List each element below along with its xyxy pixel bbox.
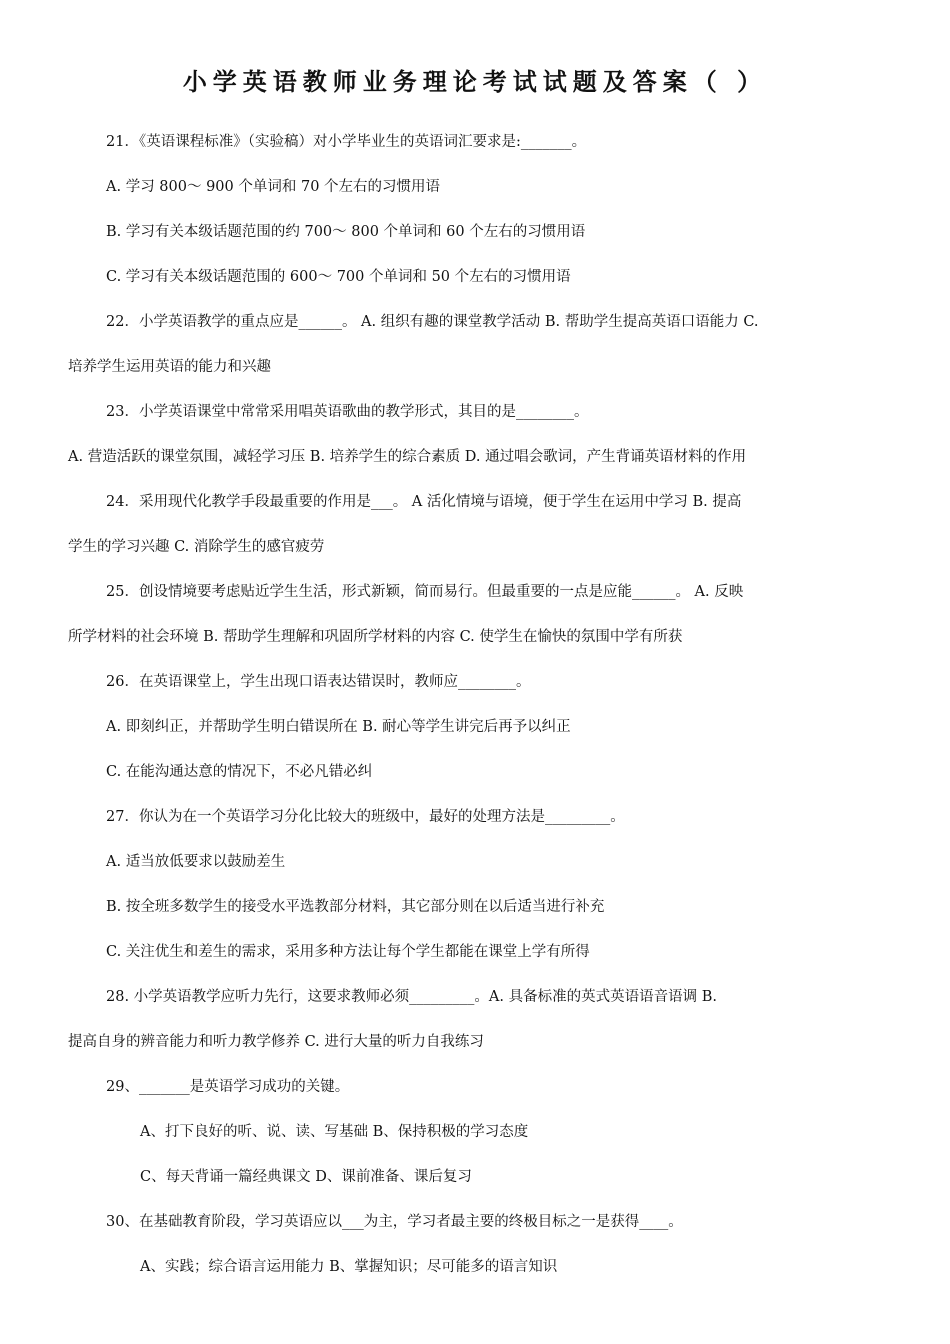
page-title: 小学英语教师业务理论考试试题及答案（ ）: [182, 68, 768, 96]
option-21-b: B. 学习有关本级话题范围的约 700～ 800 个单词和 60 个左右的习惯用语: [106, 224, 586, 240]
question-21: 21．《英语课程标准》（实验稿）对小学毕业生的英语词汇要求是:_______。: [106, 134, 587, 150]
question-26: 26．在英语课堂上，学生出现口语表达错误时，教师应________。: [106, 674, 531, 690]
question-22-continued: 培养学生运用英语的能力和兴趣: [68, 359, 271, 375]
question-24-continued: 学生的学习兴趣 C. 消除学生的感官疲劳: [68, 539, 325, 555]
options-30-ab: A、实践；综合语言运用能力 B、掌握知识；尽可能多的语言知识: [140, 1259, 558, 1275]
option-21-a: A. 学习 800～ 900 个单词和 70 个左右的习惯用语: [106, 179, 441, 195]
question-28-continued: 提高自身的辨音能力和听力教学修养 C. 进行大量的听力自我练习: [68, 1034, 484, 1050]
question-24: 24．采用现代化教学手段最重要的作用是___。 A 活化情境与语境，便于学生在运用中学习 B. 提高: [106, 494, 742, 510]
question-23: 23．小学英语课堂中常常采用唱英语歌曲的教学形式，其目的是________。: [106, 404, 589, 420]
question-30: 30、在基础教育阶段，学习英语应以___为主，学习者最主要的终极目标之一是获得____。: [106, 1214, 683, 1230]
options-29-ab: A、打下良好的听、说、读、写基础 B、保持积极的学习态度: [140, 1124, 529, 1140]
option-27-b: B. 按全班多数学生的接受水平选教部分材料，其它部分则在以后适当进行补充: [106, 899, 605, 915]
question-29: 29、_______是英语学习成功的关键。: [106, 1079, 350, 1095]
option-27-c: C. 关注优生和差生的需求，采用多种方法让每个学生都能在课堂上学有所得: [106, 944, 590, 960]
options-29-cd: C、每天背诵一篇经典课文 D、课前准备、课后复习: [140, 1169, 472, 1185]
option-27-a: A. 适当放低要求以鼓励差生: [106, 854, 286, 870]
option-26-c: C. 在能沟通达意的情况下，不必凡错必纠: [106, 764, 373, 780]
question-27: 27．你认为在一个英语学习分化比较大的班级中，最好的处理方法是_________。: [106, 809, 625, 825]
question-28: 28. 小学英语教学应听力先行，这要求教师必须_________。A. 具备标准的英式英语语音语调 B.: [106, 989, 717, 1005]
option-21-c: C. 学习有关本级话题范围的 600～ 700 个单词和 50 个左右的习惯用语: [106, 269, 571, 285]
options-23: A. 营造活跃的课堂氛围，减轻学习压 B. 培养学生的综合素质 D. 通过唱会歌词，产生背诵英语材料的作用: [68, 449, 747, 465]
question-22: 22．小学英语教学的重点应是______。 A. 组织有趣的课堂教学活动 B. 帮助学生提高英语口语能力 C.: [106, 314, 759, 330]
question-25-continued: 所学材料的社会环境 B. 帮助学生理解和巩固所学材料的内容 C. 使学生在愉快的氛围中学有所获: [68, 629, 683, 645]
options-26-ab: A. 即刻纠正，并帮助学生明白错误所在 B. 耐心等学生讲完后再予以纠正: [106, 719, 571, 735]
question-25: 25．创设情境要考虑贴近学生生活，形式新颖，简而易行。但最重要的一点是应能______。 A. 反映: [106, 584, 744, 600]
